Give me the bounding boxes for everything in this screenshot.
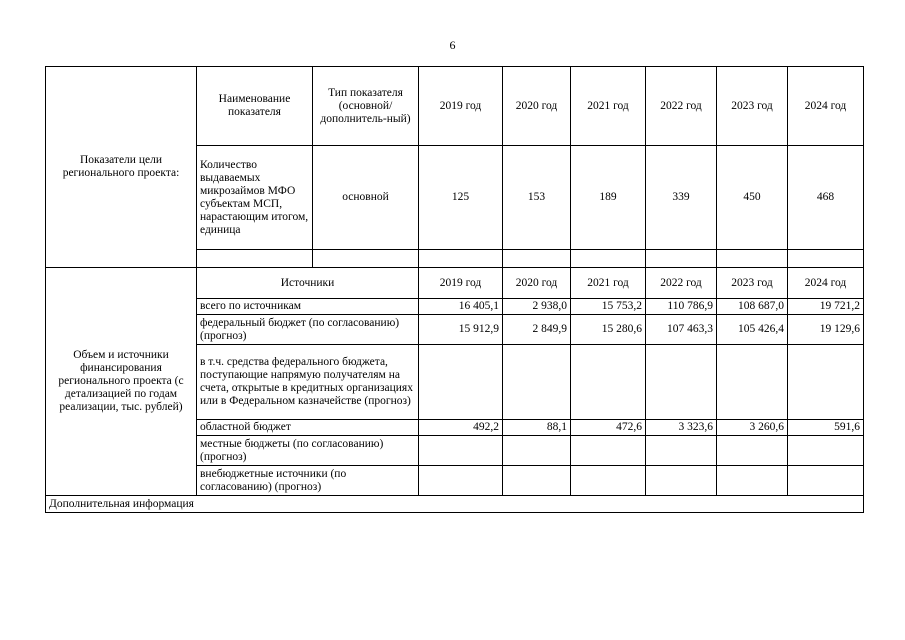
financing-section-label: Объем и источники финансирования регионального проекта (с детализацией по годам реализации, тыс. рублей) xyxy=(46,268,197,496)
additional-info-label: Дополнительная информация xyxy=(46,496,864,513)
additional-info-row xyxy=(46,496,864,513)
regional-project-table xyxy=(45,66,864,513)
financing-value: 108 687,0 xyxy=(717,299,788,315)
financing-value xyxy=(571,466,646,496)
financing-value xyxy=(717,345,788,420)
financing-value: 472,6 xyxy=(571,420,646,436)
financing-value: 107 463,3 xyxy=(646,315,717,345)
financing-header-row xyxy=(46,268,864,299)
financing-value: 110 786,9 xyxy=(646,299,717,315)
financing-source-label: федеральный бюджет (по согласованию) (прогноз) xyxy=(197,315,419,345)
financing-value: 3 323,6 xyxy=(646,420,717,436)
financing-value xyxy=(646,345,717,420)
financing-value xyxy=(788,466,864,496)
page-number: 6 xyxy=(449,38,456,52)
indicator-name-header: Наименование показателя xyxy=(197,67,313,146)
year-header: 2020 год xyxy=(503,268,571,299)
sources-header: Источники xyxy=(197,268,419,299)
financing-value: 15 280,6 xyxy=(571,315,646,345)
financing-value xyxy=(419,436,503,466)
year-header: 2024 год xyxy=(788,268,864,299)
year-header: 2019 год xyxy=(419,268,503,299)
financing-source-label: в т.ч. средства федерального бюджета, поступающие напрямую получателям на счета, открытые в кредитных организациях или в Федеральном казначействе (прогноз) xyxy=(197,345,419,420)
financing-value: 492,2 xyxy=(419,420,503,436)
financing-value: 19 721,2 xyxy=(788,299,864,315)
indicators-header-row xyxy=(46,67,864,146)
financing-value xyxy=(419,345,503,420)
indicators-section-label: Показатели цели регионального проекта: xyxy=(46,67,197,268)
financing-value: 88,1 xyxy=(503,420,571,436)
financing-value: 2 849,9 xyxy=(503,315,571,345)
financing-value: 591,6 xyxy=(788,420,864,436)
financing-value xyxy=(503,345,571,420)
year-header: 2023 год xyxy=(717,67,788,146)
financing-source-label: всего по источникам xyxy=(197,299,419,315)
financing-value xyxy=(788,436,864,466)
year-header: 2021 год xyxy=(571,268,646,299)
financing-value: 19 129,6 xyxy=(788,315,864,345)
year-header: 2024 год xyxy=(788,67,864,146)
year-header: 2022 год xyxy=(646,268,717,299)
year-header: 2020 год xyxy=(503,67,571,146)
financing-source-label: местные бюджеты (по согласованию) (прогноз) xyxy=(197,436,419,466)
indicator-value: 125 xyxy=(419,146,503,250)
indicator-type: основной xyxy=(313,146,419,250)
indicator-value: 339 xyxy=(646,146,717,250)
financing-source-label: внебюджетные источники (по согласованию) (прогноз) xyxy=(197,466,419,496)
indicator-value: 450 xyxy=(717,146,788,250)
financing-value xyxy=(419,466,503,496)
financing-value xyxy=(503,466,571,496)
year-header: 2023 год xyxy=(717,268,788,299)
financing-value xyxy=(503,436,571,466)
financing-value xyxy=(646,466,717,496)
indicator-value: 189 xyxy=(571,146,646,250)
financing-value xyxy=(717,466,788,496)
financing-value: 16 405,1 xyxy=(419,299,503,315)
financing-value: 15 753,2 xyxy=(571,299,646,315)
year-header: 2019 год xyxy=(419,67,503,146)
indicator-value: 468 xyxy=(788,146,864,250)
financing-value: 15 912,9 xyxy=(419,315,503,345)
financing-value xyxy=(571,345,646,420)
financing-value xyxy=(646,436,717,466)
indicator-type-header: Тип показателя (основной/ дополнитель-ный) xyxy=(313,67,419,146)
financing-value xyxy=(788,345,864,420)
financing-source-label: областной бюджет xyxy=(197,420,419,436)
indicator-name: Количество выдаваемых микрозаймов МФО субъектам МСП, нарастающим итогом, единица xyxy=(197,146,313,250)
financing-value: 105 426,4 xyxy=(717,315,788,345)
year-header: 2021 год xyxy=(571,67,646,146)
financing-value xyxy=(571,436,646,466)
financing-value: 2 938,0 xyxy=(503,299,571,315)
financing-value xyxy=(717,436,788,466)
financing-value: 3 260,6 xyxy=(717,420,788,436)
indicator-value: 153 xyxy=(503,146,571,250)
year-header: 2022 год xyxy=(646,67,717,146)
